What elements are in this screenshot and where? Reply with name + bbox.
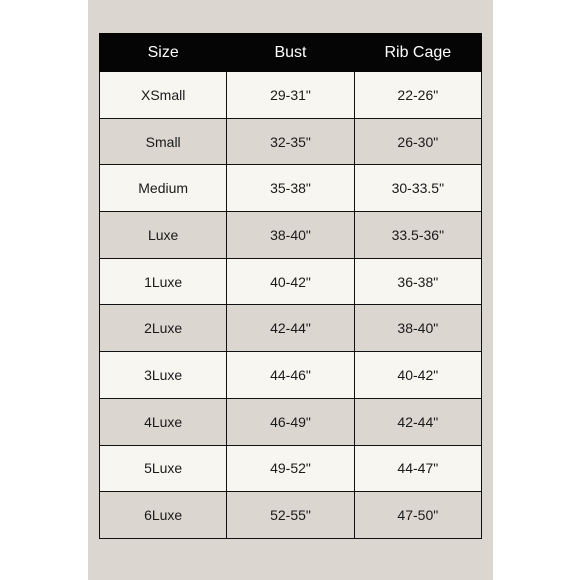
cell-size: 5Luxe	[100, 445, 227, 492]
cell-size: Luxe	[100, 212, 227, 259]
table-row	[100, 258, 482, 305]
cell-rib-cage: 36-38"	[354, 258, 481, 305]
cell-rib-cage: 44-47"	[354, 445, 481, 492]
cell-bust: 38-40"	[227, 212, 354, 259]
cell-bust: 29-31"	[227, 72, 354, 119]
cell-bust: 35-38"	[227, 165, 354, 212]
table-row	[100, 305, 482, 352]
cell-rib-cage: 42-44"	[354, 398, 481, 445]
table-row	[100, 212, 482, 259]
table-header-row	[100, 34, 482, 72]
cell-size: Medium	[100, 165, 227, 212]
cell-rib-cage: 22-26"	[354, 72, 481, 119]
cell-bust: 44-46"	[227, 352, 354, 399]
header-rib-cage: Rib Cage	[354, 34, 481, 72]
cell-bust: 40-42"	[227, 258, 354, 305]
cell-rib-cage: 47-50"	[354, 492, 481, 539]
cell-size: 3Luxe	[100, 352, 227, 399]
cell-size: 4Luxe	[100, 398, 227, 445]
cell-rib-cage: 38-40"	[354, 305, 481, 352]
cell-size: 2Luxe	[100, 305, 227, 352]
cell-size: Small	[100, 118, 227, 165]
table-row	[100, 445, 482, 492]
cell-size: 6Luxe	[100, 492, 227, 539]
table-row	[100, 118, 482, 165]
cell-bust: 52-55"	[227, 492, 354, 539]
cell-bust: 49-52"	[227, 445, 354, 492]
cell-bust: 46-49"	[227, 398, 354, 445]
table-row	[100, 72, 482, 119]
table-row	[100, 492, 482, 539]
cell-size: XSmall	[100, 72, 227, 119]
header-bust: Bust	[227, 34, 354, 72]
table-row	[100, 352, 482, 399]
cell-rib-cage: 33.5-36"	[354, 212, 481, 259]
cell-bust: 42-44"	[227, 305, 354, 352]
size-chart-table	[99, 33, 482, 539]
table-row	[100, 165, 482, 212]
cell-rib-cage: 30-33.5"	[354, 165, 481, 212]
table-row	[100, 398, 482, 445]
cell-rib-cage: 40-42"	[354, 352, 481, 399]
header-size: Size	[100, 34, 227, 72]
cell-rib-cage: 26-30"	[354, 118, 481, 165]
cell-size: 1Luxe	[100, 258, 227, 305]
cell-bust: 32-35"	[227, 118, 354, 165]
